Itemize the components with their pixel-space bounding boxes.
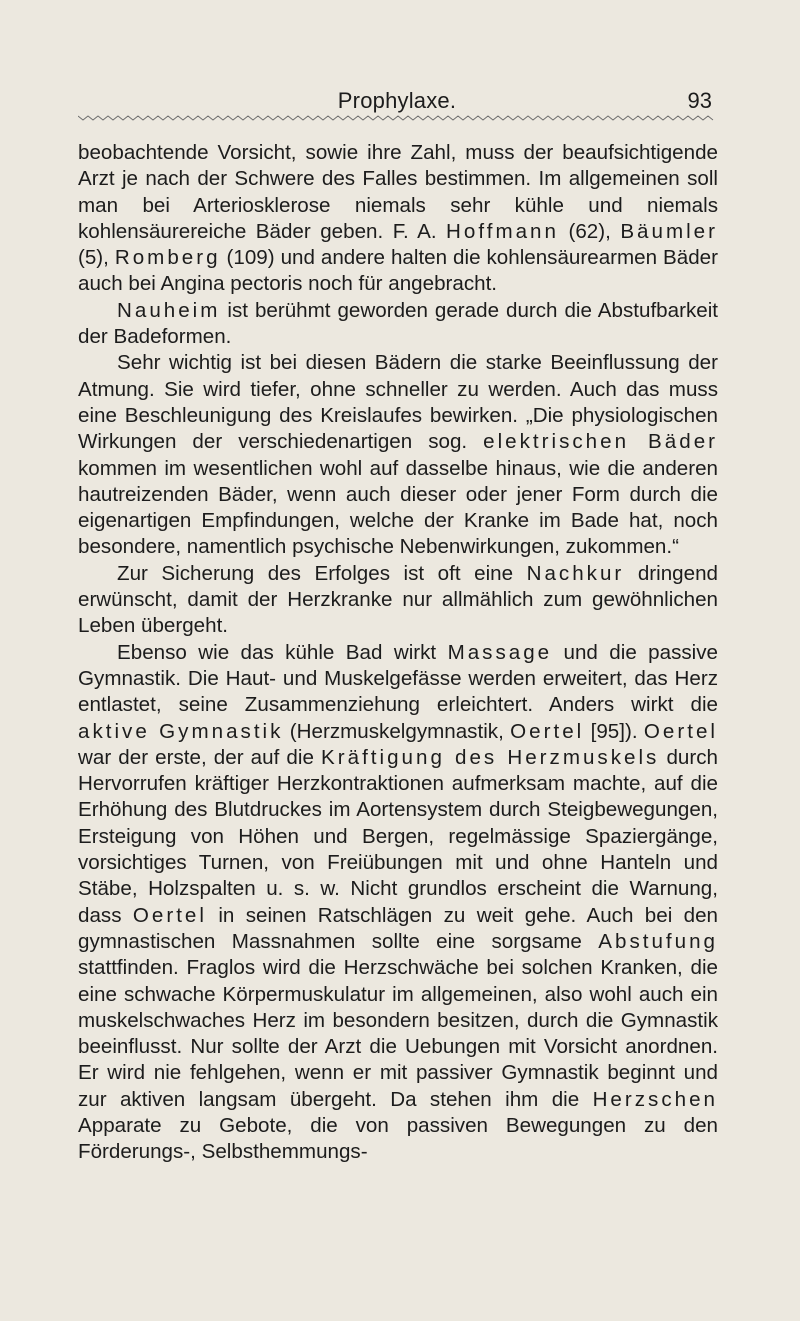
text-run: kommen im wesentlichen wohl auf dasselbe hinaus, wie die anderen hautreizenden Bäder, wenn auch dieser oder jener Form durch die eigenartigen Empfindungen, welche der Kranke im Bade hat, noch besondere, namentlich psychische Nebenwirkungen, zukommen.“: [78, 456, 718, 559]
body-text: [78, 140, 718, 1166]
spaced-emphasis: Nauheim: [117, 298, 221, 322]
text-run: (109) und andere halten die kohlensäurearmen Bäder auch bei Angina pectoris noch für angebracht.: [78, 246, 718, 296]
paragraph: [78, 561, 718, 640]
ornamental-rule: [78, 113, 716, 123]
spaced-emphasis: Bäumler: [620, 219, 718, 243]
text-run: Zur Sicherung des Erfolges ist oft eine: [117, 561, 527, 585]
text-run: durch Hervorrufen kräftiger Herzkontraktionen aufmerksam machte, auf die Erhöhung des Blutdruckes im Aortensystem durch Steigbewegungen, Ersteigung von Höhen und Bergen, regelmässige Spaziergänge, vorsichtiges Turnen, von Freiübungen mit und ohne Hanteln und Stäbe, Holzspalten u. s. w. Nicht grundlos erscheint die Warnung, dass: [78, 745, 718, 927]
running-title: Prophylaxe.: [337, 88, 457, 113]
paragraph: [78, 140, 718, 298]
text-run: (62),: [558, 219, 621, 243]
paragraph: [78, 640, 718, 1166]
paragraph: [78, 350, 718, 560]
text-run: war der erste, der auf die: [78, 745, 322, 769]
text-run: beobachtende Vorsicht, sowie ihre Zahl, muss der beaufsichtigende Arzt je nach der Schwere des Falles bestimmen. Im allgemeinen soll man bei Arteriosklerose niemals sehr kühle und niemals kohlensäurereiche Bäder geben. F. A.: [78, 141, 718, 243]
text-run: in seinen Ratschlägen zu weit gehe. Auch bei den gymnastischen Massnahmen sollte eine sorgsame: [78, 903, 718, 953]
spaced-emphasis: Nachkur: [526, 561, 625, 585]
spaced-emphasis: Herzschen: [592, 1087, 718, 1111]
spaced-emphasis: Romberg: [114, 246, 221, 270]
text-run: Sehr wichtig ist bei diesen Bädern die starke Beeinflussung der Atmung. Sie wird tiefer, ohne schneller zu werden. Auch das muss eine Beschleunigung des Kreislaufes bewirken. „Die physiologischen Wirkungen der verschiedenartigen sog.: [78, 351, 718, 454]
text-run: [95]).: [584, 719, 644, 743]
spaced-emphasis: Oertel: [643, 719, 718, 743]
text-run: Apparate zu Gebote, die von passiven Bewegungen zu den Förderungs-, Selbsthemmungs-: [78, 1113, 718, 1164]
spaced-emphasis: Massage: [447, 640, 553, 664]
spaced-emphasis: Abstufung: [598, 929, 718, 953]
text-run: dringend erwünscht, damit der Herzkranke nur allmählich zum gewöhnlichen Leben übergeht.: [78, 561, 718, 638]
spaced-emphasis: Oertel: [132, 903, 207, 927]
spaced-emphasis: elektrischen Bäder: [483, 430, 718, 454]
text-run: und die passive Gymnastik. Die Haut- und Muskelgefässe werden erweitert, das Herz entlastet, seine Zusammenziehung erleichtert. Anders wirkt die: [78, 640, 718, 717]
text-run: ist berühmt geworden gerade durch die Abstufbarkeit der Badeformen.: [78, 298, 718, 349]
text-run: Ebenso wie das kühle Bad wirkt: [117, 640, 448, 664]
page-number: 93: [687, 88, 712, 113]
spaced-emphasis: Kräftigung des Herzmuskels: [321, 745, 660, 769]
text-run: (Herzmuskelgymnastik,: [283, 719, 511, 743]
text-run: (5),: [78, 246, 115, 270]
text-run: stattfinden. Fraglos wird die Herzschwäche bei solchen Kranken, die eine schwache Körpermuskulatur im allgemeinen, also wohl auch ein muskelschwaches Herz im besondern besitzen, durch die Gymnastik beeinflusst. Nur sollte der Arzt die Uebungen mit Vorsicht anordnen. Er wird nie fehlgehen, wenn er mit passiver Gymnastik beginnt und zur aktiven langsam übergeht. Da stehen ihm die: [78, 956, 718, 1111]
spaced-emphasis: Oertel: [510, 719, 585, 743]
spaced-emphasis: Hoffmann: [446, 219, 559, 243]
spaced-emphasis: aktive Gymnastik: [78, 719, 284, 743]
paragraph: [78, 298, 718, 351]
